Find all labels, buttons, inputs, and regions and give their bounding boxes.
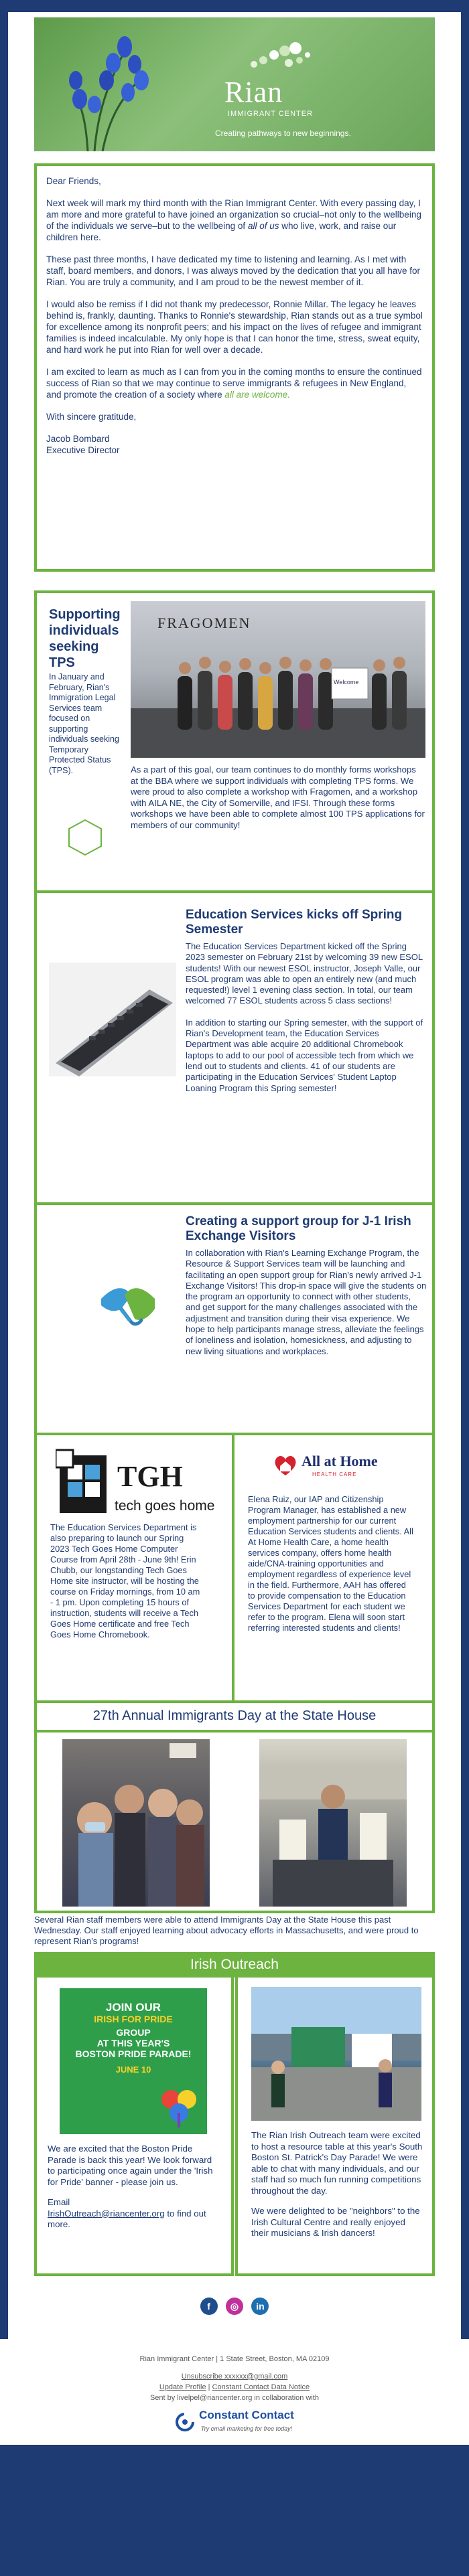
- tps-workshop-photo: [131, 601, 425, 758]
- letter-paragraph-3: I would also be remiss if I did not thank my predecessor, Ronnie Millar. The legacy he leaves behind is, frankly, daunting. Thanks to Ronnie's stewardship, Rian stands out as a true symbol for excellence among its nonprofit peers; and his impact on the lives of refugee and immigrant families is indeed incalculable. My only hope is that I can honor the time, stress, sweat equity, and hard work he put into Rian for well over a decade.: [46, 299, 423, 355]
- tps-description: As a part of this goal, our team continues to do monthly forms workshops at the BBA where we support individuals with completing TPS forms. We were proud to also complete a workshop with Fragomen, and a workshop with AILA NE, the City of Somerville, and IFSI. Through these forms workshops we have been able to complete almost 100 TPS applications for members of our community!: [131, 764, 425, 830]
- irish-outreach-section: [34, 1978, 435, 2277]
- pride-line-3: GROUP: [116, 2027, 151, 2038]
- irish-pride-text: [48, 2144, 215, 2240]
- instagram-icon[interactable]: ◎: [226, 2298, 243, 2315]
- pride-date: JUNE 10: [115, 2065, 151, 2075]
- rainbow-shamrock-icon: [156, 2083, 203, 2130]
- brand-name: Rian: [224, 76, 283, 108]
- immigrants-day-title: 27th Annual Immigrants Day at the State House: [34, 1703, 435, 1733]
- j1-support-section: [34, 1205, 435, 1435]
- linkedin-icon[interactable]: in: [251, 2298, 269, 2315]
- unsubscribe-link[interactable]: Unsubscribe xxxxxx@gmail.com: [181, 2372, 288, 2381]
- hexagon-icon: [65, 817, 105, 858]
- irish-parade-paragraph-1: The Rian Irish Outreach team were excited to host a resource table at this year's South Boston St. Patrick's Day Parade! We were able to chat with many individuals, and our staff had so much fun running competitions throughout the day.: [251, 2130, 423, 2196]
- email-footer: [0, 2339, 469, 2445]
- email-body: [8, 12, 461, 2339]
- tps-section: [34, 590, 435, 893]
- st-patricks-parade-photo: [251, 1987, 421, 2121]
- profile-links: Update Profile | Constant Contact Data Notice: [159, 2383, 310, 2391]
- partners-section: [34, 1435, 435, 1703]
- rian-logo-icon: [247, 42, 314, 72]
- tgh-logo-text: TGH: [117, 1460, 183, 1493]
- aah-logo-text: All at Home: [302, 1453, 378, 1469]
- irish-pride-paragraph: We are excited that the Boston Pride Parade is back this year! We look forward to participating once again under the 'Irish for Pride' banner - please join us.: [48, 2144, 213, 2187]
- irish-for-pride-flyer: [60, 1988, 207, 2134]
- constant-contact-badge[interactable]: [175, 2410, 294, 2434]
- constant-contact-tagline: Try email marketing for free today!: [200, 2425, 293, 2432]
- education-section: [34, 893, 435, 1205]
- tps-title: Supporting individuals seeking TPS: [49, 607, 121, 670]
- welcome-placard: Welcome: [334, 679, 359, 686]
- education-paragraph-1: The Education Services Department kicked off the Spring 2023 semester on February 21st by welcoming 39 new ESOL students! With our newest ESOL instructor, Joseph Valle, our ESOL program was able to open an entirely new (and much requested!) level 1 evening class section. In total, our team welcomed 77 ESOL students across 5 class sections!: [186, 941, 423, 1006]
- header-banner: [34, 17, 435, 151]
- education-paragraph-2: In addition to starting our Spring semester, with the support of Rian's Development team, the Education Services Department was able acquire 20 additional Chromebook laptops to add to our pool of accessible tech from which we lend out to students and clients. 41 of our students are participating in the Education Services' Student Laptop Loaning Program this Spring semester!: [186, 1017, 423, 1093]
- staff-selfie-photo: [62, 1739, 210, 1907]
- pride-line-5: BOSTON PRIDE PARADE!: [75, 2048, 192, 2059]
- brand-subtitle: IMMIGRANT CENTER: [228, 110, 314, 118]
- tech-goes-home-column: [37, 1435, 234, 1700]
- chromebook-image: [49, 963, 176, 1076]
- irish-outreach-email-link[interactable]: IrishOutreach@riancenter.org: [48, 2208, 165, 2219]
- aah-logo-subtext: HEALTH CARE: [312, 1471, 357, 1477]
- signer-title: Executive Director: [46, 445, 120, 455]
- education-body: [186, 941, 427, 1105]
- j1-title: Creating a support group for J-1 Irish Exchange Visitors: [186, 1214, 411, 1243]
- sent-by-text: Sent by livelpel@riancenter.org in collaboration with: [149, 2394, 320, 2402]
- irish-parade-text: [251, 2130, 423, 2249]
- constant-contact-logo-icon: [175, 2412, 195, 2432]
- footer-address: Rian Immigrant Center | 1 State Street, Boston, MA 02109: [139, 2355, 330, 2363]
- aah-body: Elena Ruiz, our IAP and Citizenship Program Manager, has established a new employment partnership for our current Education Services students and clients. All At Home Health Care, a home health services company, offers home health aide/CNA-training opportunities and employment regardless of experience level in the field. Furthermore, AAH has offered to provide compensation to the Education Services Department for each student we refer to the program. Elena will soon start referring interested students and clients!: [248, 1494, 413, 1633]
- constant-contact-name: Constant Contact: [199, 2409, 294, 2421]
- all-at-home-logo: [272, 1450, 393, 1481]
- letter-closing: With sincere gratitude,: [46, 412, 137, 422]
- signer-name: Jacob Bombard: [46, 434, 110, 444]
- pride-line-4: AT THIS YEAR'S: [96, 2038, 170, 2048]
- tgh-logo-subtext: tech goes home: [115, 1498, 215, 1514]
- tgh-body: The Education Services Department is also preparing to launch our Spring 2023 Tech Goes Home Computer Course from April 28th - June 9th! Erin Chubb, our longstanding Tech Goes Home site instructor, will be hosting the course on Friday mornings, from 10 am - 1 pm. Upon completing 15 hours of instruction, students will receive a Tech Goes Home certificate and free Tech Goes Home Chromebook.: [50, 1522, 200, 1639]
- update-profile-link[interactable]: Update Profile: [159, 2383, 206, 2391]
- tech-goes-home-logo: [56, 1446, 223, 1520]
- bluebell-flower-image: [61, 24, 161, 151]
- irish-pride-column: [34, 1978, 234, 2276]
- heart-house-icon: [272, 1451, 299, 1478]
- pride-line-1: JOIN OUR: [105, 2001, 161, 2014]
- tps-side-text: In January and February, Rian's Immigration Legal Services team focused on supporting individuals seeking Temporary Protected Status (TPS).: [49, 672, 119, 775]
- pride-line-2: IRISH FOR PRIDE: [94, 2014, 173, 2024]
- director-letter: [34, 163, 435, 572]
- letter-paragraph-4: I am excited to learn as much as I can from you in the coming months to ensure the continued success of Rian so that we may continue to serve immigrants & refugees in New England, and promote the creation of a society where all are welcome.: [46, 367, 422, 400]
- unsubscribe-line: [0, 2371, 469, 2382]
- facebook-icon[interactable]: f: [200, 2298, 218, 2315]
- immigrants-day-photos: [34, 1733, 435, 1913]
- immigrants-day-caption: Several Rian staff members were able to attend Immigrants Day at the State House this past Wednesday. Our staff enjoyed learning about advocacy efforts in Massachusetts, and were proud to represent Rian's programs!: [34, 1915, 419, 1946]
- irish-outreach-title: Irish Outreach: [34, 1952, 435, 1978]
- handshake-icon: [94, 1272, 161, 1339]
- letter-paragraph-1: Next week will mark my third month with the Rian Immigrant Center. With every passing day, I am more and more grateful to have joined an organization so crucial–not only to the wellbeing of the individuals we serve–but to the wellbeing of all of us who live, work, and raise our children here.: [46, 198, 421, 242]
- tagline: Creating pathways to new beginnings.: [215, 129, 351, 138]
- letter-paragraph-2: These past three months, I have dedicated my time to listening and learning. As I met with staff, board members, and donors, I was always moved by the dedication that you all have for Rian. You are truly a community, and I am proud to be the newest member of it.: [46, 254, 421, 287]
- j1-body: In collaboration with Rian's Learning Exchange Program, the Resource & Support Services team will be launching and facilitating an open support group for Rian's newly arrived J-1 Exchange Visitors! This drop-in space will give the students on the program an opportunity to connect with other students, and get support for the many challenges associated with the adjustment and transition during their visa experience. We hope to help participants manage stress, alleviate the feelings of loneliness and isolation, homesickness, and adjusting to new living situations and workplaces.: [186, 1248, 427, 1356]
- irish-parade-paragraph-2: We were delighted to be "neighbors" to the Irish Cultural Centre and really enjoyed their musicians & Irish dancers!: [251, 2206, 420, 2238]
- social-links: [8, 2277, 461, 2326]
- irish-parade-column: [235, 1978, 435, 2276]
- all-at-home-column: [234, 1435, 432, 1700]
- fragomen-sign: FRAGOMEN: [157, 615, 251, 631]
- state-house-photo: [259, 1739, 407, 1907]
- letter-greeting: Dear Friends,: [46, 176, 101, 186]
- irish-pride-contact: Email IrishOutreach@riancenter.org to find out more.: [48, 2197, 206, 2229]
- data-notice-link[interactable]: Constant Contact Data Notice: [212, 2383, 310, 2391]
- education-title: Education Services kicks off Spring Semester: [186, 908, 403, 937]
